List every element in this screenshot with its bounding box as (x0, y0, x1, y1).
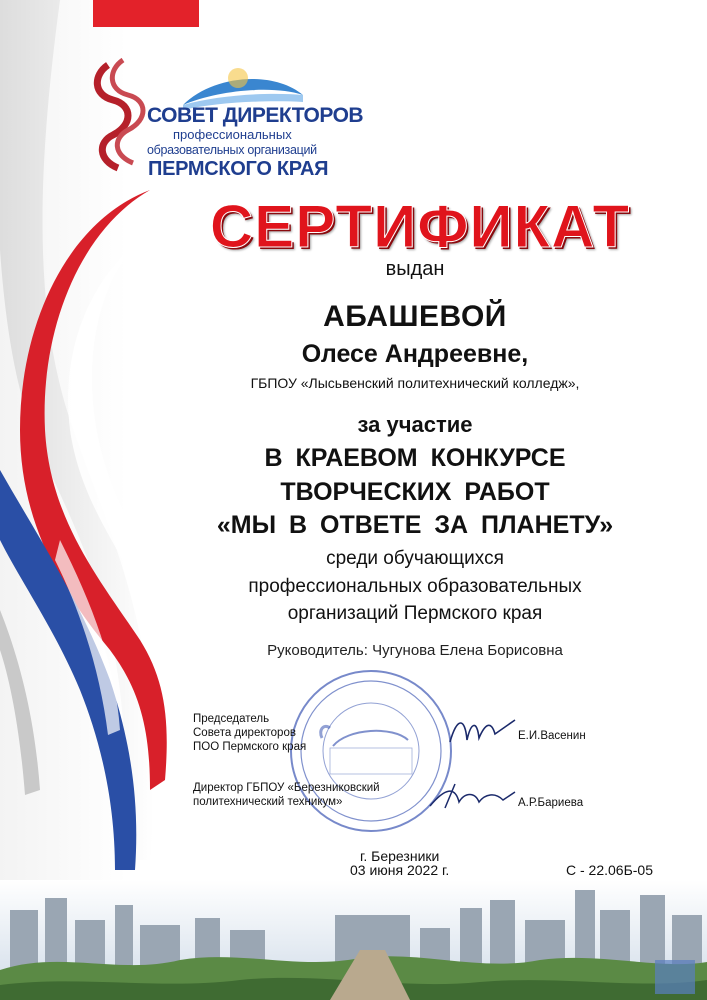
chair-title-line2: Совета директоров (193, 727, 296, 739)
certificate-title: СЕРТИФИКАТ (209, 193, 631, 260)
director-signature (425, 778, 520, 816)
issue-date: 03 июня 2022 г. (350, 862, 450, 878)
recipient-given-names: Олесе Андреевне, (301, 340, 529, 368)
issued-label: выдан (385, 258, 445, 280)
audience-line2: профессиональных образовательных (248, 576, 582, 597)
audience-line1: среди обучающихся (326, 548, 504, 569)
chair-title-line1: Председатель (193, 713, 270, 725)
contest-title-line1: В КРАЕВОМ КОНКУРСЕ (264, 444, 566, 472)
city-panorama-image (0, 880, 707, 1000)
logo-subtitle-line1: профессиональных (173, 127, 292, 142)
supervisor-line: Руководитель: Чугунова Елена Борисовна (267, 642, 563, 659)
certificate-number: С - 22.06Б-05 (566, 862, 654, 878)
chair-signature (445, 712, 520, 754)
audience-line3: организаций Пермского края (287, 603, 543, 624)
director-name: А.Р.Бариева (518, 797, 584, 809)
director-title-line1: Директор ГБПОУ «Березниковский (193, 782, 380, 794)
contest-title-line3: «МЫ В ОТВЕТЕ ЗА ПЛАНЕТУ» (216, 511, 614, 539)
chair-name: Е.И.Васенин (518, 730, 586, 742)
logo-title: СОВЕТ ДИРЕКТОРОВ (147, 104, 364, 127)
participation-label: за участие (357, 412, 473, 437)
director-title-line2: политехнический техникум» (193, 796, 343, 808)
logo-region: ПЕРМСКОГО КРАЯ (148, 158, 329, 180)
logo-subtitle-line2: образовательных организаций (147, 143, 317, 157)
recipient-surname: АБАШЕВОЙ (323, 300, 507, 333)
chair-title-line3: ПОО Пермского края (193, 741, 307, 753)
issue-city: г. Березники (360, 848, 440, 864)
contest-title-line2: ТВОРЧЕСКИХ РАБОТ (280, 478, 550, 506)
recipient-organization: ГБПОУ «Лысьвенский политехнический колледж», (250, 375, 580, 391)
